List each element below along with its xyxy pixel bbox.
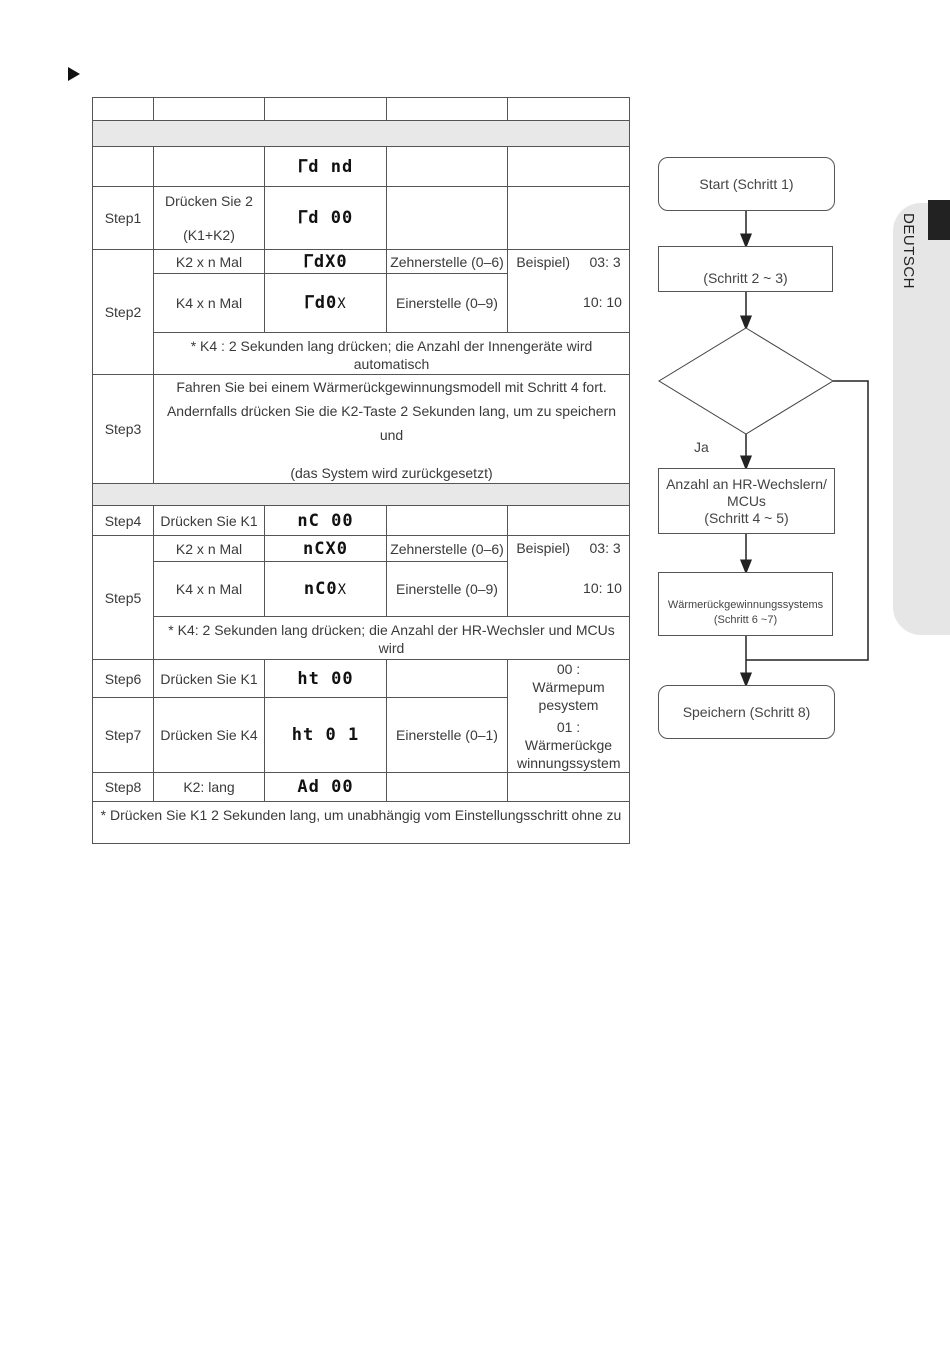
step-action: Drücken Sie K1 (154, 660, 265, 698)
example-label: Beispiel) (516, 254, 571, 270)
step3-line: Fahren Sie bei einem Wärmerückgewinnungsmodell mit Schritt 4 fort. (176, 379, 607, 395)
step-label: Step8 (93, 773, 154, 802)
example-label: Beispiel) (516, 540, 571, 556)
step-action: K4 x n Mal (154, 274, 265, 333)
flow-yes-label: Ja (694, 439, 709, 455)
display-code: ᒥd nd (297, 156, 354, 177)
step3-line: Andernfalls drücken Sie die K2-Taste 2 Sekunden lang, um zu speichern und (166, 403, 617, 443)
flow-box-line: (Schritt 4 ~ 5) (704, 509, 789, 526)
step-action: K2 x n Mal (154, 536, 265, 562)
display-code-tail: X (337, 581, 348, 598)
display-code: Ad 00 (297, 777, 354, 797)
display-code-main: nC (303, 538, 326, 559)
display-code: ht 00 (297, 668, 354, 689)
digit-range: Zehnerstelle (0–6) (387, 536, 508, 562)
step-label: Step6 (93, 660, 154, 698)
step-action: K2 x n Mal (154, 250, 265, 274)
display-code-tail: X0 (325, 538, 348, 559)
display-code-main: nC0 (303, 578, 338, 599)
digit-range: Einerstelle (0–1) (387, 698, 508, 773)
system-option: 01 : Wärmerückge winnungssystem (517, 719, 621, 771)
step-action: Drücken Sie K1 (154, 506, 265, 536)
flow-box-line: Anzahl an HR-Wechslern/ (666, 475, 827, 492)
step-label: Step7 (93, 698, 154, 773)
flow-step-2-3-box: (Schritt 2 ~ 3) (658, 246, 833, 292)
digit-range: Einerstelle (0–9) (387, 562, 508, 617)
display-code-main: ᒥdX (303, 251, 337, 272)
example-value: 10: 10 (583, 580, 622, 596)
step3-line: (das System wird zurückgesetzt) (290, 465, 493, 481)
flow-box-line: MCUs (727, 492, 766, 509)
digit-range: Zehnerstelle (0–6) (387, 250, 508, 274)
flow-heat-recovery-box (658, 572, 833, 636)
footer-note: * Drücken Sie K1 2 Sekunden lang, um unabhängig vom Einstellungsschritt ohne zu (93, 802, 630, 844)
language-tab-marker (928, 200, 950, 240)
display-code: ht 0 1 (291, 725, 360, 746)
step-label: Step4 (93, 506, 154, 536)
display-code-tail: X (337, 295, 347, 312)
decision-diamond (659, 328, 833, 434)
flow-box-line: Wärmerückgewinnungssystems (667, 599, 824, 611)
flow-save-box: Speichern (Schritt 8) (658, 685, 835, 739)
step-label: Step1 (93, 187, 154, 250)
system-option: 00 : Wärmepum pesystem (532, 661, 605, 713)
step-note: * K4: 2 Sekunden lang drücken; die Anzahl der HR-Wechsler und MCUs wird (154, 617, 630, 660)
step-label: Step2 (93, 250, 154, 375)
step-label: Step3 (93, 375, 154, 484)
step-action-line: Drücken Sie 2 (165, 193, 253, 209)
display-code: nC 00 (297, 510, 354, 531)
display-code-main: ᒥd0 (304, 292, 338, 313)
flow-start-box: Start (Schritt 1) (658, 157, 835, 211)
display-code: ᒥd 00 (297, 208, 354, 228)
flow-box-line: (Schritt 6 ~7) (713, 614, 778, 626)
example-value: 03: 3 (589, 254, 621, 270)
example-value: 03: 3 (589, 540, 621, 556)
display-code-tail: 0 (336, 251, 348, 272)
step-action: K2: lang (154, 773, 265, 802)
step-action: K4 x n Mal (154, 562, 265, 617)
flow-hr-count-box (658, 468, 835, 534)
table-row-footer (93, 802, 630, 844)
example-value: 10: 10 (583, 294, 622, 310)
step-label: Step5 (93, 536, 154, 660)
step-action-line: (K1+K2) (183, 227, 235, 243)
step-action: Drücken Sie K4 (154, 698, 265, 773)
language-tab-label: DEUTSCH (900, 213, 917, 290)
digit-range: Einerstelle (0–9) (387, 274, 508, 333)
step-note: * K4 : 2 Sekunden lang drücken; die Anzahl der Innengeräte wird automatisch (154, 333, 630, 375)
